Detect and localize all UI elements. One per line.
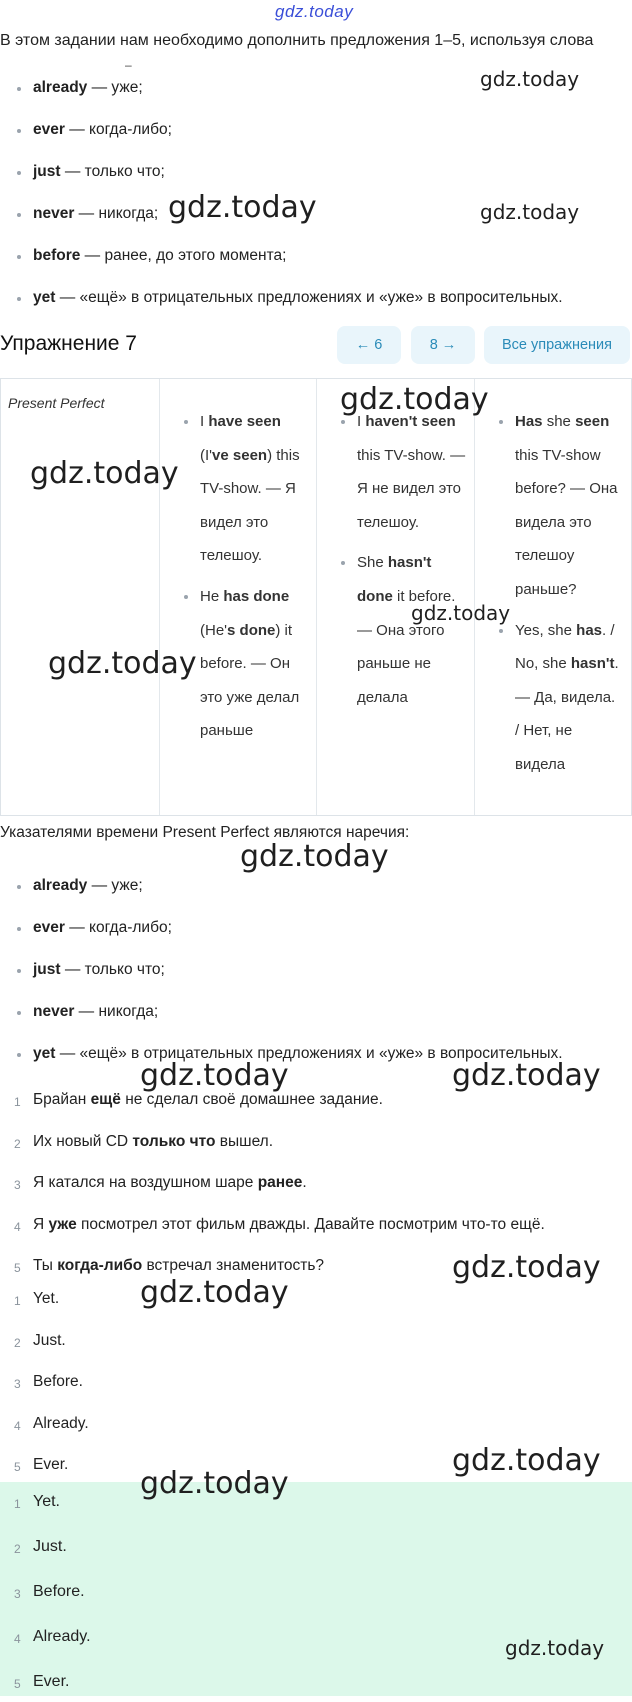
grammar-table bbox=[0, 378, 632, 816]
list-item: 4 Я уже посмотрел этот фильм дважды. Давайте посмотрим что-то ещё. bbox=[14, 1215, 545, 1234]
watermark: gdz.today bbox=[452, 1058, 601, 1093]
list-item: 1 Yet. bbox=[14, 1493, 60, 1511]
list-item: 4 Already. bbox=[14, 1414, 89, 1433]
list-item: yet — «ещё» в отрицательных предложениях и «уже» в вопросительных. bbox=[0, 288, 563, 330]
list-item: 2 Их новый CD только что вышел. bbox=[14, 1132, 274, 1151]
table-cell-item: She hasn't done it before. — Она этого раньше не делала bbox=[357, 546, 466, 714]
list-item: 4 Already. bbox=[14, 1628, 91, 1646]
watermark: gdz.today bbox=[480, 200, 580, 224]
table-column-question bbox=[474, 379, 631, 815]
column-title: Present Perfect bbox=[8, 395, 105, 411]
indicators-text: Указателями времени Present Perfect являются наречия: bbox=[0, 824, 410, 841]
list-item: yet — «ещё» в отрицательных предложениях и «уже» в вопросительных. bbox=[0, 1044, 563, 1086]
list-item: just — только что; bbox=[0, 960, 563, 1002]
answer-box bbox=[0, 1482, 632, 1696]
list-item: 5 Ever. bbox=[14, 1456, 69, 1475]
list-item: already — уже; bbox=[0, 78, 563, 120]
list-item: 2 Just. bbox=[14, 1331, 66, 1350]
list-item: never — никогда; bbox=[0, 204, 563, 246]
table-cell-item: Has she seen this TV-show before? — Она видела это телешоу раньше? bbox=[515, 405, 623, 607]
watermark: gdz.today bbox=[140, 1466, 289, 1501]
intro-text: В этом задании нам необходимо дополнить предложения 1–5, используя слова bbox=[0, 32, 594, 49]
list-item: before — ранее, до этого момента; bbox=[0, 246, 563, 288]
watermark: gdz.today bbox=[452, 1250, 601, 1285]
watermark: gdz.today bbox=[505, 1636, 605, 1660]
dash-mark: – bbox=[125, 58, 132, 72]
watermark: gdz.today bbox=[140, 1275, 289, 1310]
table-cell-item: Yes, she has. / No, she hasn't. — Да, видела. / Нет, не видела bbox=[515, 614, 623, 782]
adverb-list-2 bbox=[0, 876, 563, 1086]
table-column-name bbox=[1, 379, 159, 815]
list-item: ever — когда-либо; bbox=[0, 120, 563, 162]
watermark: gdz.today bbox=[340, 382, 489, 417]
site-logo[interactable]: gdz.today bbox=[275, 2, 354, 21]
list-item: just — только что; bbox=[0, 162, 563, 204]
final-answer-list bbox=[0, 1492, 91, 1702]
next-exercise-button[interactable]: 8 → bbox=[411, 326, 475, 364]
watermark: gdz.today bbox=[140, 1058, 289, 1093]
watermark: gdz.today bbox=[168, 190, 317, 225]
list-item: never — никогда; bbox=[0, 1002, 563, 1044]
list-item: 1 Yet. bbox=[14, 1290, 60, 1308]
list-item: ever — когда-либо; bbox=[0, 918, 563, 960]
watermark: gdz.today bbox=[48, 646, 197, 681]
table-cell-item: He has done (He's done) it before. — Он это уже делал раньше bbox=[200, 580, 308, 748]
watermark: gdz.today bbox=[240, 839, 389, 874]
adverb-list bbox=[0, 78, 563, 330]
sentence-list bbox=[0, 1090, 545, 1286]
all-exercises-button[interactable]: Все упражнения bbox=[484, 326, 630, 364]
table-column-affirmative bbox=[159, 379, 316, 815]
list-item: 1 Брайан ещё не сделал своё домашнее задание. bbox=[14, 1091, 383, 1109]
list-item: 3 Before. bbox=[14, 1583, 85, 1601]
watermark: gdz.today bbox=[480, 67, 580, 91]
watermark: gdz.today bbox=[411, 601, 511, 625]
prev-exercise-button[interactable]: ← 6 bbox=[337, 326, 401, 364]
list-item: 3 Before. bbox=[14, 1373, 83, 1392]
list-item: 5 Ты когда-либо встречал знаменитость? bbox=[14, 1257, 325, 1276]
answer-list bbox=[0, 1289, 89, 1485]
table-column-negative bbox=[316, 379, 474, 815]
list-item: 2 Just. bbox=[14, 1538, 67, 1556]
list-item: 3 Я катался на воздушном шаре ранее. bbox=[14, 1174, 307, 1193]
list-item: already — уже; bbox=[0, 876, 563, 918]
exercise-title: Упражнение 7 bbox=[0, 332, 137, 355]
table-cell-item: I haven't seen this TV-show. — Я не видел это телешоу. bbox=[357, 405, 466, 539]
list-item: 5 Ever. bbox=[14, 1673, 70, 1691]
table-cell-item: I have seen (I've seen) this TV-show. — Я видел это телешоу. bbox=[200, 405, 308, 573]
watermark: gdz.today bbox=[30, 456, 179, 491]
watermark: gdz.today bbox=[452, 1443, 601, 1478]
